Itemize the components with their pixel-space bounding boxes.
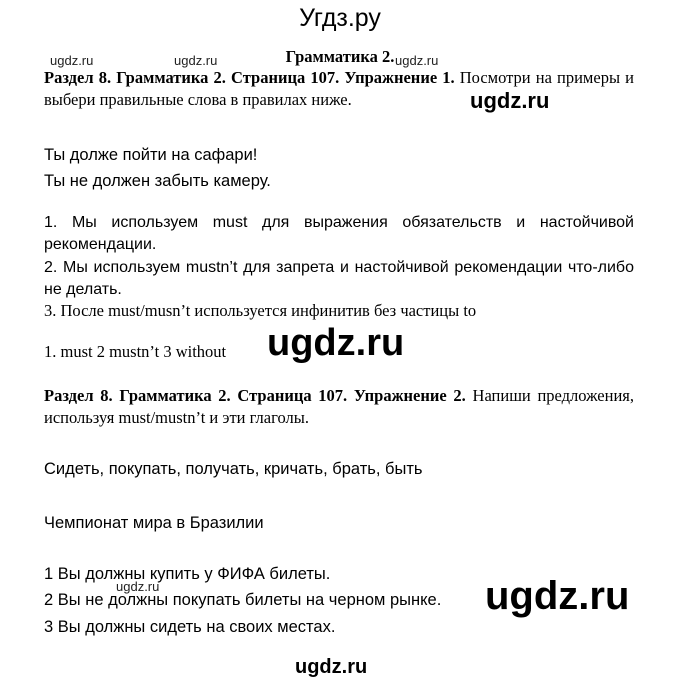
answer-line: 1. must 2 mustn’t 3 without	[44, 342, 227, 361]
rule-line: 1. Мы используем must для выражения обязательств и настойчивой рекомендации.	[44, 214, 634, 253]
site-title: Угдз.ру	[299, 4, 381, 32]
example-line: Ты долже пойти на сафари!	[44, 146, 258, 164]
rule-line: 3. После must/musn’t используется инфинитив без частицы to	[44, 301, 477, 320]
watermark-small: ugdz.ru	[50, 53, 94, 68]
watermark-bottom: ugdz.ru	[295, 656, 368, 678]
topic-line: Чемпионат мира в Бразилии	[44, 514, 264, 532]
verbs-line: Сидеть, покупать, получать, кричать, брать, быть	[44, 460, 423, 478]
example-line: Ты не должен забыть камеру.	[44, 172, 271, 190]
section-heading: Грамматика 2.	[285, 47, 395, 66]
answer-line: 2 Вы не должны покупать билеты на черном рынке.	[44, 591, 442, 609]
answer-line: 1 Вы должны купить у ФИФА билеты.	[44, 565, 331, 583]
exercise-1-instruction: Посмотри на примеры и выбери правильные слова в правилах ниже.	[44, 68, 634, 109]
answer-line: 3 Вы должны сидеть на своих местах.	[44, 618, 336, 636]
exercise-2-paragraph	[44, 385, 634, 429]
watermark-small: ugdz.ru	[395, 53, 439, 68]
watermark-medium: ugdz.ru	[470, 88, 550, 113]
exercise-2-instruction: Напиши предложения, используя must/mustn’t и эти глаголы.	[44, 386, 634, 427]
exercise-2-label: Раздел 8. Грамматика 2. Страница 107. Упражнение 2.	[44, 386, 466, 405]
watermark-large: ugdz.ru	[267, 322, 405, 364]
rule-line: 2. Мы используем mustn’t для запрета и настойчивой рекомендации что-либо не делать.	[44, 259, 634, 298]
watermark-small: ugdz.ru	[116, 579, 160, 594]
watermark-large: ugdz.ru	[485, 574, 630, 618]
exercise-1-label: Раздел 8. Грамматика 2. Страница 107. Упражнение 1.	[44, 68, 455, 87]
watermark-small: ugdz.ru	[174, 53, 218, 68]
